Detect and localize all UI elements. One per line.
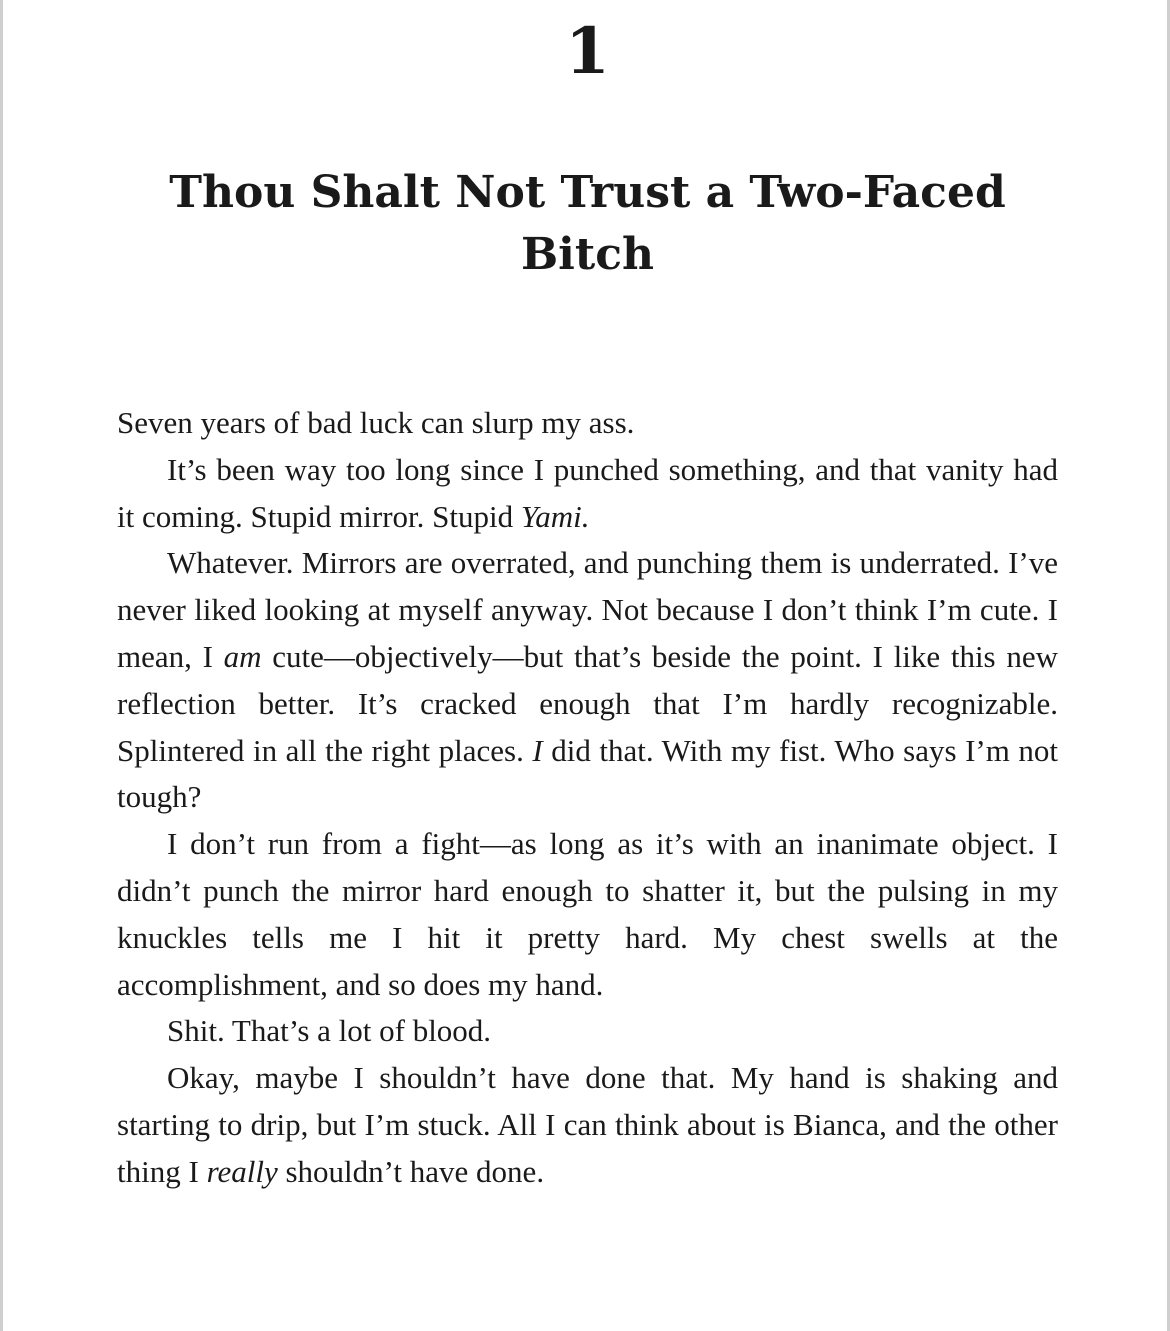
text-segment: Seven years of bad luck can slurp my ass. bbox=[117, 405, 635, 440]
chapter-number: 1 bbox=[565, 14, 610, 89]
text-segment: did that. With my fist. Who says I’m not tough? bbox=[117, 732, 1058, 815]
paragraph-2 bbox=[117, 447, 1058, 541]
paragraph-1 bbox=[117, 400, 1058, 447]
paragraph-6 bbox=[117, 1055, 1058, 1195]
paragraph-5 bbox=[117, 1008, 1058, 1055]
text-segment: cute—objectively—but that’s beside the point. I like this new reflection better. It’s cracked enough that I’m hardly recognizable. Splintered in all the right places. bbox=[117, 638, 1058, 768]
text-segment: shouldn’t have done. bbox=[277, 1153, 545, 1189]
text-segment: Shit. That’s a lot of blood. bbox=[167, 1013, 492, 1049]
chapter-body bbox=[117, 400, 1058, 1196]
paragraph-4 bbox=[117, 821, 1058, 1008]
italic-segment: Yami. bbox=[520, 498, 590, 534]
chapter-title: Thou Shalt Not Trust a Two-Faced Bitch bbox=[169, 167, 1006, 280]
text-segment: I don’t run from a fight—as long as it’s with an inanimate object. I didn’t punch the mirror hard enough to shatter it, but the pulsing in my knuckles tells me I hit it pretty hard. My chest swells at the accomplishment, and so does my hand. bbox=[117, 826, 1058, 1002]
text-segment: Whatever. Mirrors are overrated, and punching them is underrated. I’ve never liked looking at myself anyway. Not because I don’t think I’m cute. I mean, I bbox=[117, 545, 1058, 674]
paragraph-3 bbox=[117, 540, 1058, 821]
italic-segment: really bbox=[206, 1153, 278, 1189]
italic-segment: am bbox=[223, 638, 262, 674]
text-segment: It’s been way too long since I punched something, and that vanity had it coming. Stupid mirror. Stupid bbox=[117, 451, 1058, 534]
text-segment: Okay, maybe I shouldn’t have done that. My hand is shaking and starting to drip, but I’m stuck. All I can think about is Bianca, and the other thing I bbox=[117, 1060, 1058, 1189]
book-page bbox=[117, 0, 1058, 1189]
italic-segment: I bbox=[532, 732, 543, 768]
